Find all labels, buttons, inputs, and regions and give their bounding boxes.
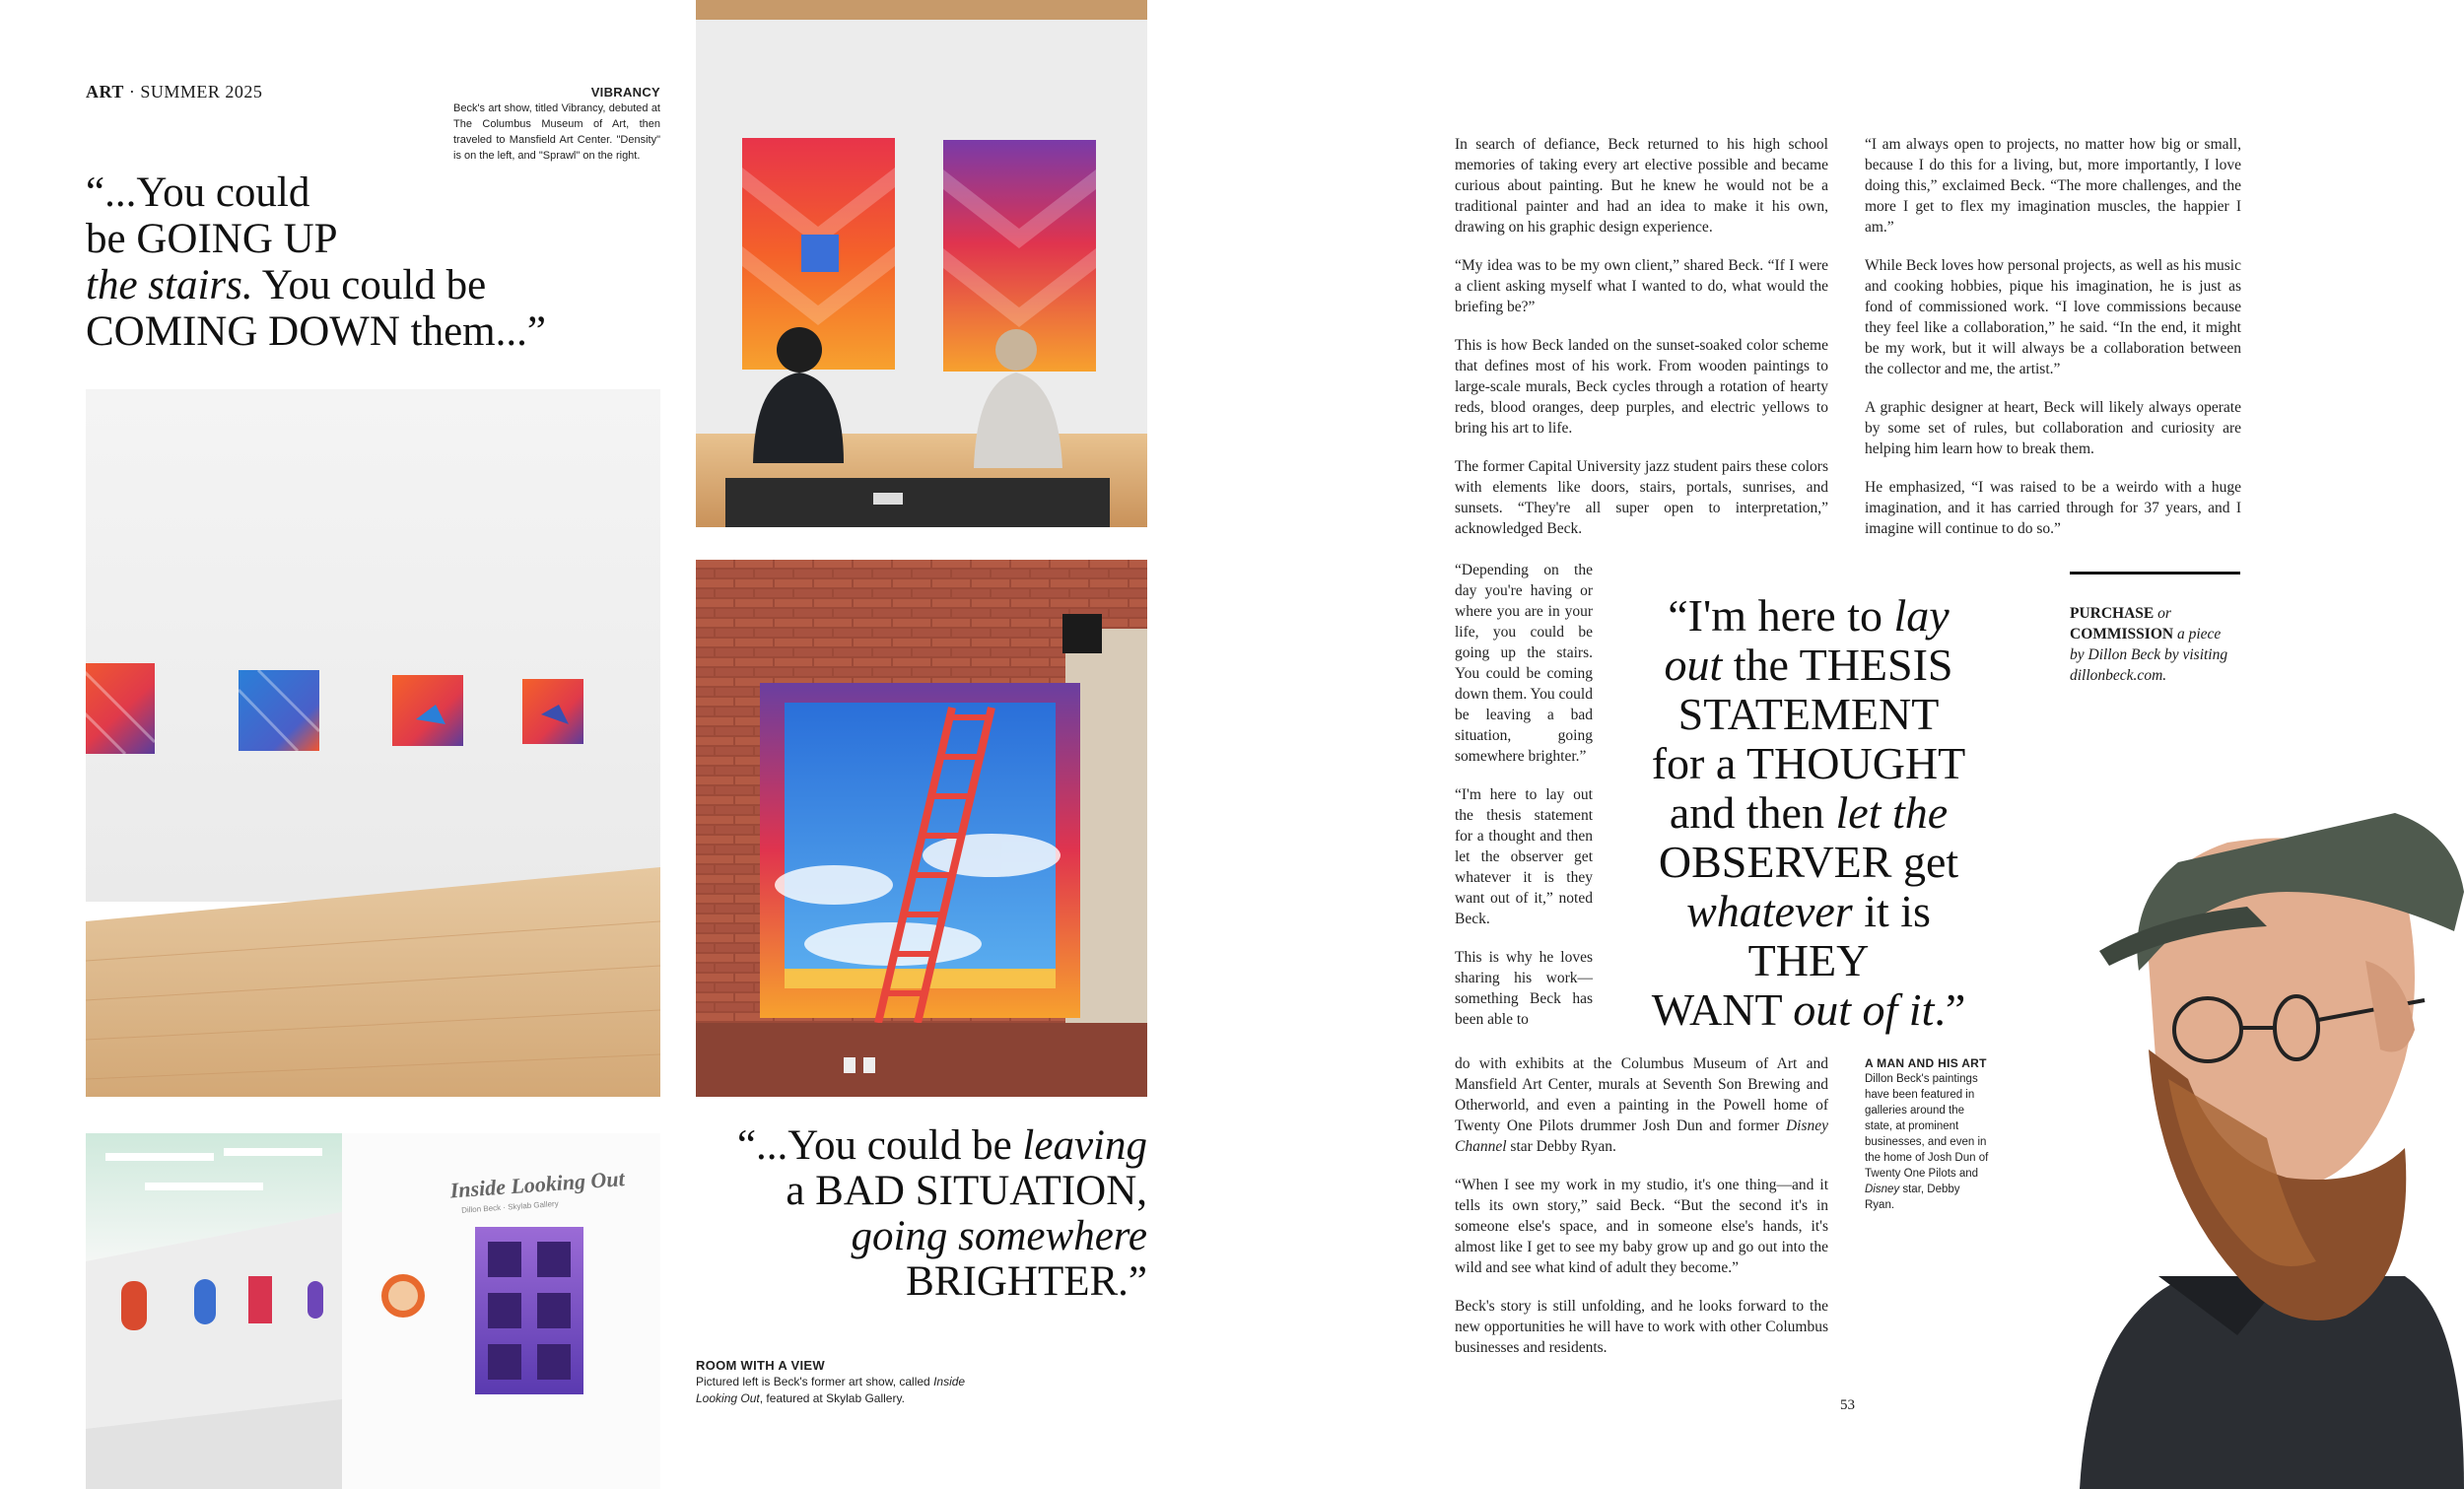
body-paragraph: “My idea was to be my own client,” shared Beck. “If I were a client asking myself what I wanted to do, what would the briefing be?” — [1455, 257, 1828, 315]
body-text: star Debby Ryan. — [1506, 1138, 1616, 1155]
pull-quote-line — [680, 1123, 1147, 1169]
purchase-line — [2070, 603, 2242, 624]
pull-quote-line: a BAD SITUATION, — [786, 1168, 1147, 1214]
pull-quote-italic: going somewhere — [851, 1213, 1147, 1259]
body-paragraph: This is how Beck landed on the sunset-soaked color scheme that defines most of his work. From wooden paintings to large-scale murals, Beck cycles through a rotation of hearty reds, blood oranges, deep purples, and electric yellows to bring his art to life. — [1455, 337, 1828, 437]
gallery-sign-subtitle: Dillon Beck · Skylab Gallery — [460, 1198, 559, 1215]
pull-quote-text: .” — [1934, 984, 1966, 1035]
body-italic: Disney Channel — [1455, 1117, 1828, 1155]
vibrancy-caption — [453, 85, 660, 164]
body-paragraph: “Depending on the day you're having or where you are in your life, you could be going up the stairs. You could be coming down them. You could be leaving a bad situation, going somewhere brighter.” — [1455, 562, 1593, 765]
pull-quote-text: “I'm here to — [1668, 590, 1894, 641]
mural-photo-ladder — [696, 560, 1147, 1097]
body-paragraph — [1455, 1053, 1828, 1157]
gallery-photo-vibrancy — [86, 389, 660, 1097]
purchase-divider — [2070, 572, 2240, 575]
issue-label: SUMMER 2025 — [140, 82, 263, 102]
artist-portrait — [1991, 724, 2464, 1489]
pull-quote-stairs — [86, 169, 546, 355]
gallery-photo-viewers — [696, 0, 1147, 527]
room-caption-italic: Inside Looking Out — [696, 1375, 966, 1405]
vibrancy-caption-text: Beck's art show, titled Vibrancy, debuted at The Columbus Museum of Art, then traveled to Mansfield Art Center. "Density" is on the left, and "Sprawl" on the right. — [453, 102, 660, 162]
pull-quote-line — [680, 1214, 1147, 1259]
pull-quote-italic: let the — [1835, 787, 1949, 838]
section-name: ART — [86, 82, 124, 102]
artist-caption-title: A MAN AND HIS ART — [1865, 1056, 1987, 1070]
pull-quote-text: You could be — [252, 262, 487, 308]
body-column-1 — [1455, 134, 1828, 557]
pull-quote-italic: out — [1664, 640, 1723, 690]
pull-quote-text: WANT — [1651, 984, 1794, 1035]
pull-quote-italic: whatever — [1686, 886, 1853, 936]
page-number: 53 — [1840, 1397, 1855, 1413]
body-column-1-bottom — [1455, 1053, 1828, 1376]
room-caption-title: ROOM WITH A VIEW — [696, 1358, 825, 1373]
body-paragraph: In search of defiance, Beck returned to his high school memories of taking every art elective possible and became curious about painting. But he knew he would not be a traditional painter and had an idea to make it his own, drawing on his graphic design experience. — [1455, 136, 1828, 236]
section-header — [86, 82, 262, 102]
pull-quote-italic: lay — [1893, 590, 1950, 641]
pull-quote-text: it is THEY — [1747, 886, 1931, 985]
pull-quote-text: and then — [1669, 787, 1836, 838]
body-paragraph: Beck's story is still unfolding, and he looks forward to the new opportunities he will have to work with other Columbus businesses and residents. — [1455, 1298, 1828, 1356]
purchase-bold: COMMISSION — [2070, 626, 2174, 643]
pull-quote-brighter — [680, 1123, 1147, 1305]
purchase-line — [2070, 665, 2242, 686]
purchase-italic: or — [2154, 605, 2171, 622]
pull-quote-line: “...You could — [86, 169, 310, 216]
artist-caption-text: Dillon Beck's paintings have been featured in galleries around the state, at prominent businesses, and even in the home of Josh Dun of Twenty One Pilots and — [1865, 1073, 1989, 1180]
pull-quote-line — [86, 262, 546, 308]
body-paragraph: “I'm here to lay out the thesis statement for a thought and then let the observer get whatever it is they want out of it,” noted Beck. — [1455, 786, 1593, 927]
pull-quote-line: COMING DOWN them...” — [86, 308, 546, 355]
pull-quote-line — [1621, 985, 1996, 1035]
body-paragraph: “When I see my work in my studio, it's one thing—and it tells its own story,” said Beck. “But the second it's in someone else's space, and in someone else's hands, it's almost like I get to see my baby grow up and go out into the wild and see what kind of adult they become.” — [1455, 1177, 1828, 1276]
pull-quote-line: OBSERVER get — [1658, 837, 1959, 887]
pull-quote-line — [1621, 788, 1996, 838]
purchase-italic: a piece — [2173, 626, 2222, 643]
body-column-2 — [1865, 134, 2241, 557]
pull-quote-line — [1621, 641, 1996, 690]
body-column-narrow — [1455, 560, 1593, 1030]
purchase-line — [2070, 644, 2242, 665]
room-caption-text-end: , featured at Skylab Gallery. — [759, 1391, 905, 1405]
body-paragraph: This is why he loves sharing his work—something Beck has been able to — [1455, 949, 1593, 1028]
purchase-bold: PURCHASE — [2070, 605, 2155, 622]
pull-quote-italic: leaving — [1022, 1122, 1147, 1169]
room-caption-text: Pictured left is Beck's former art show, called — [696, 1375, 934, 1388]
artist-caption-text-end: star, Debby Ryan. — [1865, 1184, 1960, 1211]
gallery-sign-title: Inside Looking Out — [448, 1166, 626, 1203]
pull-quote-line: BRIGHTER.” — [906, 1258, 1147, 1305]
pull-quote-line — [1621, 887, 1996, 985]
body-paragraph: “I am always open to projects, no matter how big or small, because I do this for a living, but, more importantly, I love doing this,” exclaimed Beck. “The more challenges, and the more I get to flex my imagination muscles, the happier I am.” — [1865, 136, 2241, 236]
pull-quote-line: for a THOUGHT — [1651, 738, 1966, 788]
body-paragraph: He emphasized, “I was raised to be a weirdo with a huge imagination, and it has carried through for 37 years, and I imagine will continue to do so.” — [1865, 479, 2241, 537]
body-paragraph: The former Capital University jazz student pairs these colors with elements like doors, stairs, portals, sunrises, and sunsets. “They're all super open to interpretation,” acknowledged Beck. — [1455, 458, 1828, 537]
artist-caption-italic: Disney — [1865, 1184, 1900, 1195]
pull-quote-italic: out of it — [1793, 984, 1935, 1035]
pull-quote-line: STATEMENT — [1677, 689, 1940, 739]
pull-quote-thesis — [1621, 591, 1996, 1035]
purchase-italic: by Dillon Beck by visiting — [2070, 646, 2228, 663]
room-caption — [696, 1357, 972, 1407]
pull-quote-text: the THESIS — [1722, 640, 1953, 690]
pull-quote-line: be GOING UP — [86, 216, 338, 262]
artist-caption — [1865, 1055, 1991, 1213]
pull-quote-italic: the stairs. — [86, 262, 253, 308]
header-separator: · — [128, 82, 136, 102]
body-paragraph: While Beck loves how personal projects, as well as his music and cooking hobbies, pique his imagination, he is just as fond of commissioned work. “I love commissions because they feel like a collaboration,” he said. “In the end, it might be my work, but it will always be a collaboration between the collector and me, the artist.” — [1865, 257, 2241, 377]
body-paragraph: A graphic designer at heart, Beck will likely always operate by some set of rules, but collaboration and curiosity are helping him learn how to break them. — [1865, 399, 2241, 457]
right-page — [1232, 0, 2464, 1489]
purchase-box — [2070, 603, 2242, 686]
pull-quote-line — [1621, 591, 1996, 641]
purchase-link[interactable]: dillonbeck.com. — [2070, 667, 2167, 684]
purchase-line — [2070, 624, 2242, 644]
vibrancy-caption-title: VIBRANCY — [590, 85, 660, 100]
gallery-photo-inside-looking-out — [86, 1133, 660, 1489]
body-text: do with exhibits at the Columbus Museum of Art and Mansfield Art Center, murals at Seventh Son Brewing and Otherworld, and even a painting in the Powell home of Twenty One Pilots drummer Josh Dun and former — [1455, 1055, 1828, 1134]
pull-quote-text: “...You could be — [736, 1122, 1023, 1169]
